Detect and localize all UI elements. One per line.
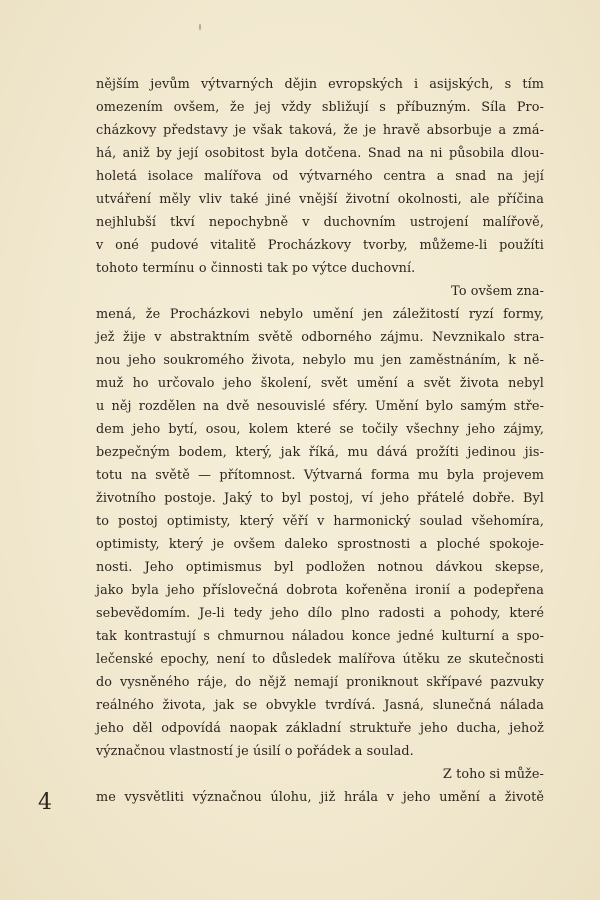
page-number: 4 [38,790,52,815]
text-line: nosti. Jeho optimismus byl podložen notnou dávkou skepse, [96,560,544,575]
paper-speck [199,24,201,30]
text-line: muž ho určovalo jeho školení, svět umění a svět života nebyl [96,376,544,391]
text-line: do vysněného ráje, do nějž nemají proniknout skřípavé pazvuky [96,675,544,690]
text-line: u něj rozdělen na dvě nesouvislé sféry. Umění bylo samým stře- [96,399,544,414]
text-line: reálného života, jak se obvykle tvrdívá. Jasná, slunečná nálada [96,698,544,713]
text-line: to postoj optimisty, který věří v harmonický soulad všehomíra, [96,514,544,529]
text-line: význačnou vlastností je úsilí o pořádek a soulad. [96,744,414,759]
text-line: holetá isolace malířova od výtvarného centra a snad na její [96,169,544,184]
text-line: jeho děl odpovídá naopak základní struktuře jeho ducha, jehož [96,721,544,736]
text-line: omezením ovšem, že jej vždy sbližují s příbuzným. Síla Pro- [96,100,544,115]
text-line: jako byla jeho příslovečná dobrota kořeněna ironií a podepřena [96,583,544,598]
text-line: životního postoje. Jaký to byl postoj, ví jeho přátelé dobře. Byl [96,491,544,506]
body-text [96,73,544,809]
text-line: Z toho si může- [442,767,544,782]
text-line: utváření měly vliv také jiné vnější životní okolnosti, ale příčina [96,192,544,207]
text-line: nejhlubší tkví nepochybně v duchovním ustrojení malířově, [96,215,544,230]
text-line: tohoto termínu o činnosti tak po výtce duchovní. [96,261,416,276]
text-line: jež žije v abstraktním světě odborného zájmu. Nevznikalo stra- [96,330,544,345]
text-line: mená, že Procházkovi nebylo umění jen záležitostí ryzí formy, [96,307,544,322]
text-line: sebevědomím. Je-li tedy jeho dílo plno radosti a pohody, které [96,606,544,621]
text-line: bezpečným bodem, který, jak říká, mu dává prožíti jedinou jis- [96,445,544,460]
text-line: nou jeho soukromého života, nebylo mu jen zaměstnáním, k ně- [96,353,544,368]
text-line: v oné pudové vitalitě Procházkovy tvorby, můžeme-li použíti [96,238,544,253]
text-line: To ovšem zna- [451,284,544,299]
text-line: dem jeho bytí, osou, kolem které se točily všechny jeho zájmy, [96,422,544,437]
text-line: tak kontrastují s chmurnou náladou konce jedné kulturní a spo- [96,629,544,644]
text-line: lečenské epochy, není to důsledek malířova útěku ze skutečnosti [96,652,544,667]
text-line: cházkovy představy je však taková, že je hravě absorbuje a zmá- [96,123,544,138]
text-line: optimisty, který je ovšem daleko sprostnosti a ploché spokoje- [96,537,544,552]
text-line: me vysvětliti význačnou úlohu, již hrála v jeho umění a životě [96,790,544,805]
text-line: há, aniž by její osobitost byla dotčena. Snad na ni působila dlou- [96,146,544,161]
text-line: totu na světě — přítomnost. Výtvarná forma mu byla projevem [96,468,544,483]
text-line: nějším jevům výtvarných dějin evropských i asijských, s tím [96,77,544,92]
